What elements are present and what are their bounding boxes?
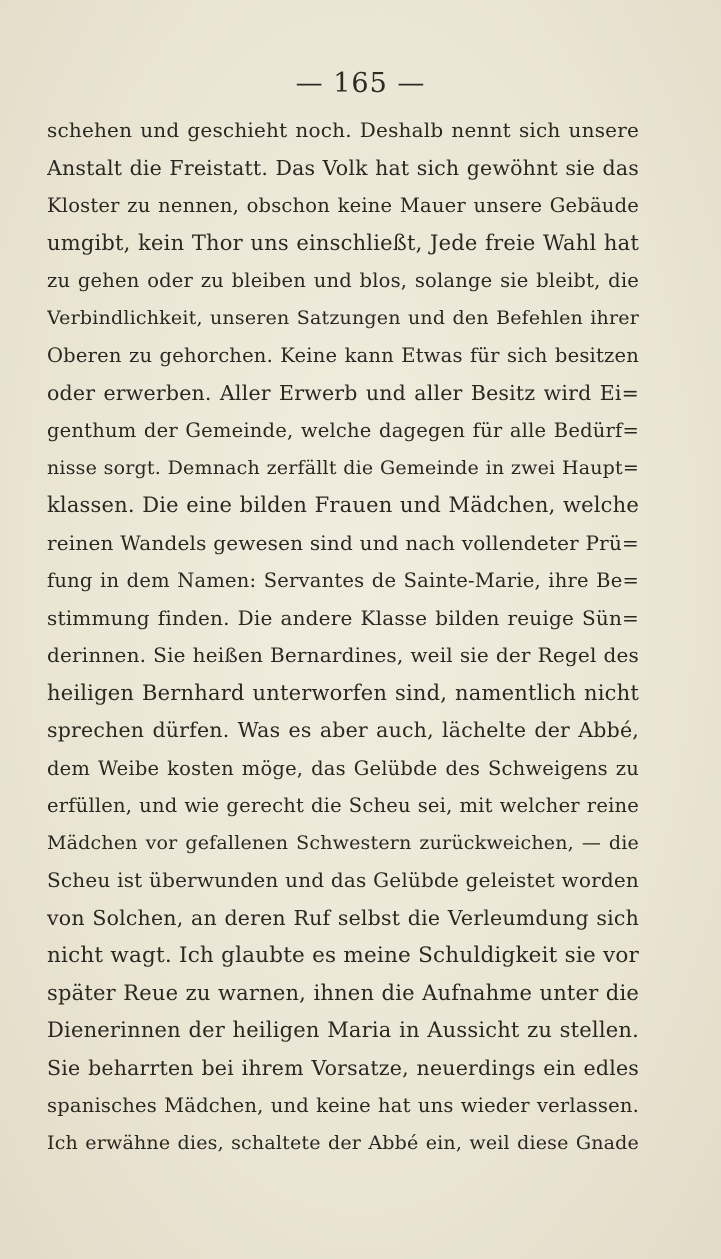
text-line: spanisches Mädchen, und keine hat uns wieder verlassen. [47,1094,639,1117]
text-line: oder erwerben. Aller Erwerb und aller Besitz wird Ei= [47,380,639,405]
text-line: klassen. Die eine bilden Frauen und Mädchen, welche [47,493,639,517]
text-line: Mädchen vor gefallenen Schwestern zurückweichen, — die [47,831,639,854]
text-line: erfüllen, und wie gerecht die Scheu sei, mit welcher reine [47,794,639,817]
text-line: umgibt, kein Thor uns einschließt, Jede freie Wahl hat [47,230,639,255]
body-text [47,112,639,1162]
text-line: derinnen. Sie heißen Bernardines, weil sie der Regel des [47,643,639,667]
text-line: Ich erwähne dies, schaltete der Abbé ein, weil diese Gnade [47,1131,639,1154]
text-line: Sie beharrten bei ihrem Vorsatze, neuerdings ein edles [47,1055,639,1080]
text-line: genthum der Gemeinde, welche dagegen für alle Bedürf= [47,419,639,442]
text-line: Anstalt die Freistatt. Das Volk hat sich gewöhnt sie das [47,155,639,180]
text-line: dem Weibe kosten möge, das Gelübde des Schweigens zu [47,756,639,780]
text-line: nisse sorgt. Demnach zerfällt die Gemeinde in zwei Haupt= [47,456,639,479]
text-line: heiligen Bernhard unterworfen sind, namentlich nicht [47,680,639,705]
text-line: von Solchen, an deren Ruf selbst die Verleumdung sich [47,905,639,930]
text-line: Scheu ist überwunden und das Gelübde geleistet worden [47,868,639,892]
text-line: Oberen zu gehorchen. Keine kann Etwas für sich besitzen [47,344,639,367]
page-number: — 165 — [295,68,426,99]
text-line: fung in dem Namen: Servantes de Sainte-Marie, ihre Be= [47,569,639,592]
text-line: Dienerinnen der heiligen Maria in Aussicht zu stellen. [47,1018,639,1042]
text-line: Verbindlichkeit, unseren Satzungen und den Befehlen ihrer [47,306,639,329]
text-line: zu gehen oder zu bleiben und blos, solange sie bleibt, die [47,269,639,292]
text-line: reinen Wandels gewesen sind und nach vollendeter Prü= [47,530,639,555]
text-line: später Reue zu warnen, ihnen die Aufnahme unter die [47,980,639,1005]
text-line: nicht wagt. Ich glaubte es meine Schuldigkeit sie vor [47,943,639,968]
text-line: Kloster zu nennen, obschon keine Mauer unsere Gebäude [47,194,639,217]
text-line: schehen und geschieht noch. Deshalb nennt sich unsere [47,118,639,142]
text-line: stimmung finden. Die andere Klasse bilden reuige Sün= [47,605,639,630]
text-line: sprechen dürfen. Was es aber auch, lächelte der Abbé, [47,718,639,742]
